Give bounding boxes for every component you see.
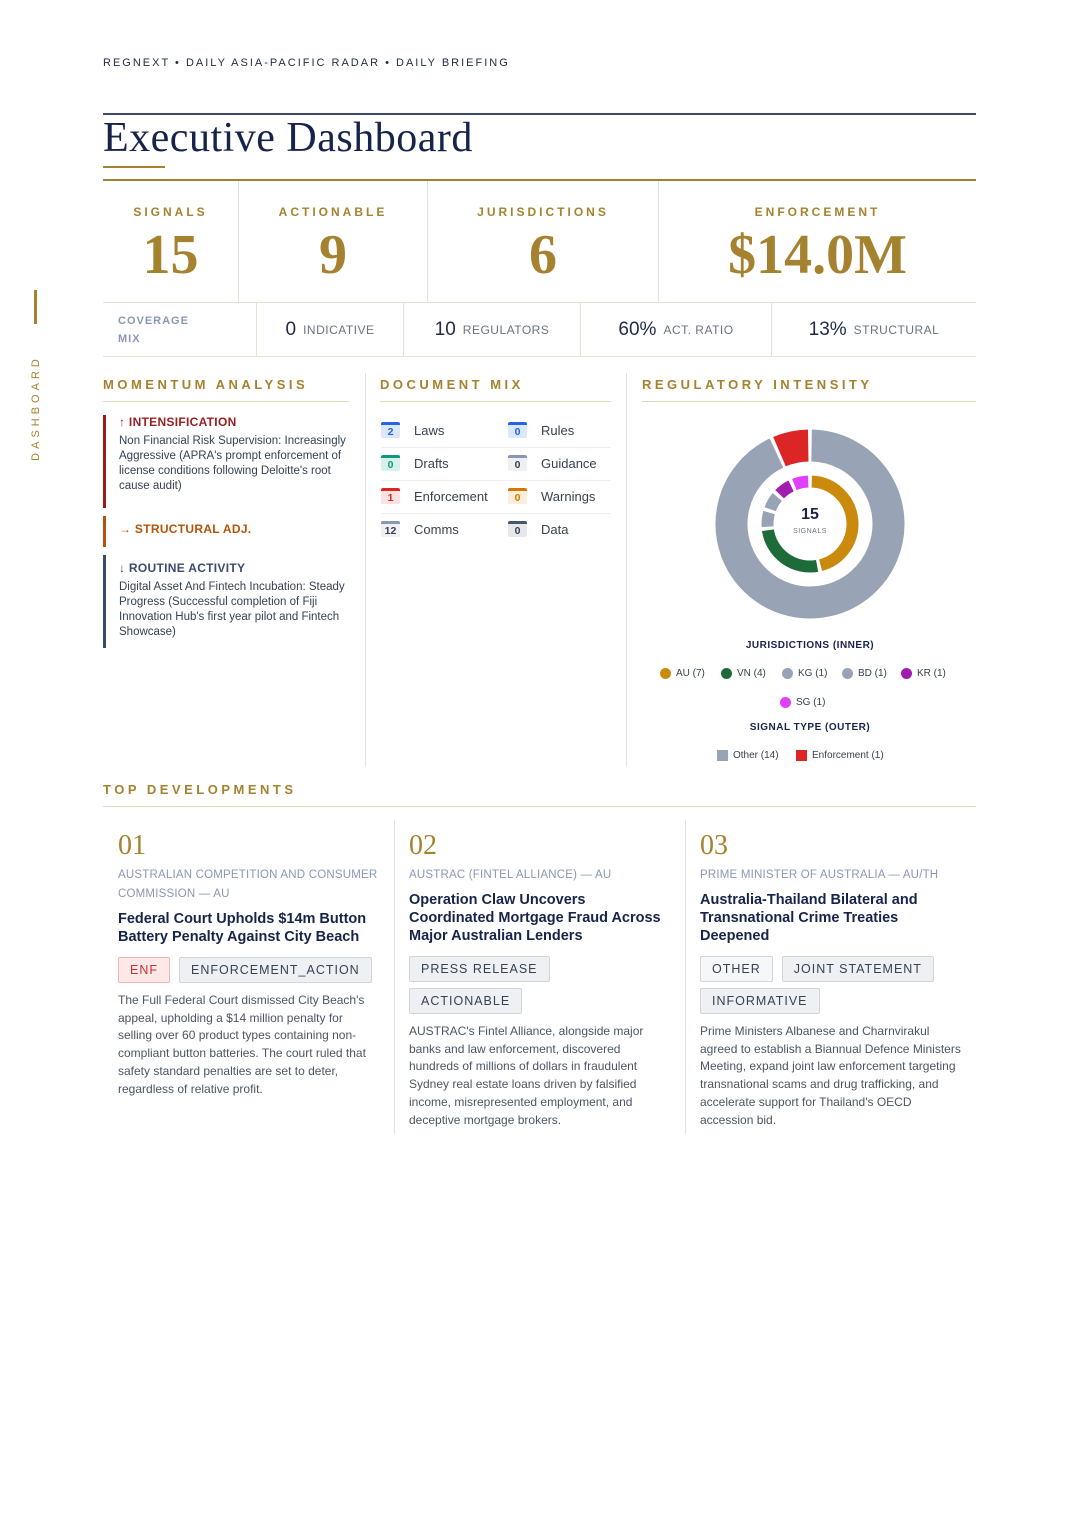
- momentum-routine: [103, 555, 349, 648]
- kpi-label: SIGNALS: [133, 205, 208, 219]
- inner-legend-title: JURISDICTIONS (INNER): [745, 640, 875, 651]
- development-number: 01: [118, 830, 146, 861]
- doc-mix-item: [381, 455, 449, 471]
- kpi-label: JURISDICTIONS: [477, 205, 609, 219]
- developments-heading: TOP DEVELOPMENTS: [103, 782, 297, 797]
- section-rule: [380, 401, 611, 402]
- legend-swatch: [782, 668, 793, 679]
- doc-row-divider: [381, 480, 611, 481]
- development-card-1[interactable]: [118, 830, 380, 1098]
- doc-count-badge: 0: [508, 422, 527, 438]
- legend-swatch: [717, 750, 728, 761]
- doc-type-label: Rules: [541, 422, 575, 438]
- momentum-heading: MOMENTUM ANALYSIS: [103, 377, 309, 392]
- doc-mix-item: [508, 422, 574, 438]
- momentum-title: → STRUCTURAL ADJ.: [119, 522, 252, 536]
- coverage-value: 60%: [618, 318, 657, 340]
- coverage-label: ACT. RATIO: [663, 322, 734, 337]
- development-number: 03: [700, 830, 728, 861]
- intensity-heading: REGULATORY INTENSITY: [642, 377, 873, 392]
- doc-count-badge: 0: [508, 521, 527, 537]
- legend-item: [796, 750, 884, 761]
- doc-mix-item: [508, 521, 568, 537]
- doc-mix-heading: DOCUMENT MIX: [380, 377, 524, 392]
- doc-mix-item: [381, 488, 488, 504]
- breadcrumb: REGNEXT • DAILY ASIA-PACIFIC RADAR • DAILY BRIEFING: [103, 57, 510, 69]
- donut-center-label: SIGNALS: [793, 528, 827, 535]
- kpi-value: 6: [529, 224, 557, 286]
- column-divider: [394, 820, 395, 1134]
- doc-count-badge: 1: [381, 488, 400, 504]
- doc-mix-item: [381, 422, 444, 438]
- development-tags: [409, 956, 559, 1014]
- legend-item: [901, 668, 946, 679]
- tag-badge: OTHER: [700, 956, 773, 982]
- coverage-value: 13%: [808, 318, 847, 340]
- coverage-mix-row: [103, 303, 976, 357]
- coverage-label-line2: MIX: [118, 332, 141, 345]
- kpi-label: ENFORCEMENT: [754, 205, 881, 219]
- coverage-label: STRUCTURAL: [853, 322, 940, 337]
- development-source: AUSTRAC (FINTEL ALLIANCE) — AU: [409, 869, 612, 881]
- donut-center: [774, 488, 846, 560]
- coverage-regulators: [404, 303, 581, 356]
- legend-label: VN (4): [737, 668, 766, 679]
- outer-legend-title: SIGNAL TYPE (OUTER): [749, 722, 871, 733]
- legend-swatch: [796, 750, 807, 761]
- development-number: 02: [409, 830, 437, 861]
- development-tags: [700, 956, 962, 1014]
- legend-label: BD (1): [858, 668, 887, 679]
- coverage-label: INDICATIVE: [303, 322, 375, 337]
- side-section-label: DASHBOARD: [30, 355, 42, 461]
- legend-swatch: [780, 697, 791, 708]
- legend-item: [842, 668, 887, 679]
- doc-row-divider: [381, 513, 611, 514]
- legend-item: [717, 750, 779, 761]
- legend-label: Enforcement (1): [812, 750, 884, 761]
- legend-label: Other (14): [733, 750, 779, 761]
- legend-swatch: [842, 668, 853, 679]
- tag-badge: ENFORCEMENT_ACTION: [179, 957, 372, 983]
- legend-swatch: [721, 668, 732, 679]
- kpi-signals: [103, 181, 239, 302]
- column-divider: [685, 820, 686, 1134]
- legend-item: [780, 697, 825, 708]
- donut-center-value: 15: [801, 506, 819, 523]
- development-summary: Prime Ministers Albanese and Charnvirakul agreed to establish a Biannual Defence Ministers Meeting, expand joint law enforcement targeting transnational scams and drug trafficking, and accelerate support for Thailand's OECD accession bid.: [700, 1024, 961, 1127]
- legend-item: [782, 668, 827, 679]
- development-card-2[interactable]: [409, 830, 671, 1129]
- kpi-actionable: [239, 181, 428, 302]
- momentum-text: Non Financial Risk Supervision: Increasingly Aggressive (APRA's prompt enforcement of license conditions following Deloitte's root cause audit): [119, 435, 346, 492]
- title-accent: [103, 166, 165, 168]
- legend-label: KR (1): [917, 668, 946, 679]
- legend-label: AU (7): [676, 668, 705, 679]
- doc-type-label: Drafts: [414, 455, 449, 471]
- side-accent-bar: [34, 290, 37, 324]
- doc-type-label: Warnings: [541, 488, 596, 504]
- kpi-enforcement: [659, 181, 976, 302]
- doc-count-badge: 2: [381, 422, 400, 438]
- kpi-value: 9: [319, 224, 347, 286]
- doc-type-label: Enforcement: [414, 488, 488, 504]
- development-title[interactable]: Australia-Thailand Bilateral and Transnational Crime Treaties Deepened: [700, 892, 918, 944]
- page-title: Executive Dashboard: [103, 115, 473, 161]
- doc-count-badge: 0: [508, 455, 527, 471]
- legend-swatch: [660, 668, 671, 679]
- section-rule: [103, 806, 976, 807]
- development-summary: AUSTRAC's Fintel Alliance, alongside major banks and law enforcement, discovered hundreds of millions of dollars in fraudulent Sydney real estate loans driven by falsified income, misrepresented employment, and deceptive mortgage brokers.: [409, 1024, 644, 1127]
- section-rule: [103, 401, 349, 402]
- doc-type-label: Laws: [414, 422, 445, 438]
- section-rule: [642, 401, 976, 402]
- development-source: AUSTRALIAN COMPETITION AND CONSUMER COMMISSION — AU: [118, 869, 378, 900]
- doc-type-label: Data: [541, 521, 569, 537]
- legend-item: [721, 668, 766, 679]
- donut-slice-kg: [761, 510, 775, 527]
- doc-row-divider: [381, 447, 611, 448]
- kpi-value: $14.0M: [728, 224, 907, 286]
- momentum-structural: [103, 516, 349, 547]
- doc-count-badge: 12: [381, 521, 400, 537]
- tag-badge: ACTIONABLE: [409, 988, 522, 1014]
- development-title[interactable]: Federal Court Upholds $14m Button Battery Penalty Against City Beach: [118, 911, 367, 945]
- momentum-title: ↑ INTENSIFICATION: [119, 415, 237, 429]
- coverage-value: 0: [285, 318, 297, 340]
- tag-badge: INFORMATIVE: [700, 988, 820, 1014]
- legend-label: SG (1): [796, 697, 826, 708]
- doc-mix-item: [508, 455, 597, 471]
- legend-label: KG (1): [798, 668, 828, 679]
- legend-item: [660, 668, 705, 679]
- development-title[interactable]: Operation Claw Uncovers Coordinated Mortgage Fraud Across Major Australian Lenders: [409, 892, 661, 944]
- coverage-label-line1: COVERAGE: [118, 314, 189, 327]
- momentum-text: Digital Asset And Fintech Incubation: Steady Progress (Successful completion of Fiji Innovation Hub's first year pilot and Fintech Showcase): [119, 581, 345, 638]
- kpi-label: ACTIONABLE: [278, 205, 388, 219]
- coverage-value: 10: [434, 318, 456, 340]
- doc-type-label: Guidance: [541, 455, 597, 471]
- kpi-value: 15: [142, 224, 199, 286]
- doc-count-badge: 0: [381, 455, 400, 471]
- column-divider: [626, 373, 627, 767]
- doc-count-badge: 0: [508, 488, 527, 504]
- column-divider: [365, 373, 366, 767]
- coverage-structural: [772, 303, 976, 356]
- development-source: PRIME MINISTER OF AUSTRALIA — AU/TH: [700, 869, 939, 881]
- donut-chart: [700, 414, 920, 634]
- coverage-label: REGULATORS: [462, 322, 550, 337]
- momentum-intensification: [103, 415, 349, 508]
- coverage-indicative: [257, 303, 404, 356]
- tag-badge: JOINT STATEMENT: [782, 956, 934, 982]
- tag-badge: PRESS RELEASE: [409, 956, 550, 982]
- momentum-title: ↓ ROUTINE ACTIVITY: [119, 561, 246, 575]
- development-card-3[interactable]: [700, 830, 962, 1129]
- coverage-mix-label: [103, 303, 257, 356]
- doc-mix-item: [381, 521, 459, 537]
- doc-type-label: Comms: [414, 521, 459, 537]
- development-tags: [118, 957, 380, 983]
- tag-badge: ENF: [118, 957, 170, 983]
- development-summary: The Full Federal Court dismissed City Beach's appeal, upholding a $14 million penalty for selling over 60 product types containing non-compliant button batteries. The court ruled that safety standard penalties are set to deter, regardless of relative profit.: [118, 993, 366, 1096]
- doc-mix-item: [508, 488, 595, 504]
- kpi-jurisdictions: [428, 181, 659, 302]
- coverage-act-ratio: [581, 303, 772, 356]
- kpi-row: [103, 181, 976, 303]
- legend-swatch: [901, 668, 912, 679]
